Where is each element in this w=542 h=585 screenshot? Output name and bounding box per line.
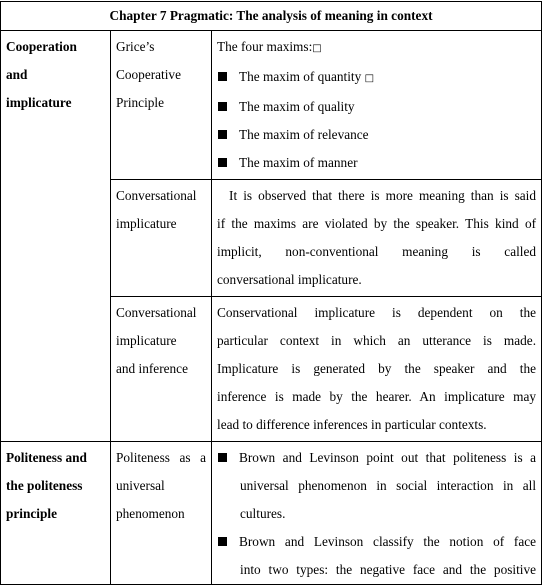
body-line: inference is made by the hearer. An implicature may (217, 389, 537, 404)
list-item-text: The maxim of manner (239, 155, 358, 170)
content-cell (212, 442, 542, 585)
body-line: particular context in which an utterance is made. (217, 333, 537, 348)
topic-line: the politeness (6, 478, 83, 493)
list-item-text: Brown and Levinson classify the notion of face (239, 534, 537, 549)
missing-glyph-icon: □ (312, 43, 322, 54)
content-cell (212, 297, 542, 442)
list-item-text: universal phenomenon in social interaction in all (240, 478, 537, 493)
missing-glyph-icon: □ (364, 73, 375, 84)
list-item-text: cultures. (240, 506, 286, 521)
subtopic-line: implicature (116, 333, 177, 348)
topic-line: and (6, 67, 28, 82)
list-item-text: The maxim of relevance (239, 127, 369, 142)
maxims-intro (217, 33, 536, 63)
chapter-summary-table (0, 1, 542, 585)
table-title-row (1, 2, 542, 31)
list-item-text: The maxim of quantity (239, 69, 362, 84)
list-item (217, 93, 536, 121)
subtopic-line: Conversational (116, 188, 197, 203)
square-bullet-icon (218, 453, 227, 462)
content-cell (212, 31, 542, 180)
subtopic-cell (111, 297, 212, 442)
list-item-text: into two types: the negative face and the positive (240, 562, 537, 577)
table-row (1, 31, 542, 180)
topic-line: Politeness and (6, 450, 87, 465)
list-item-text: Brown and Levinson point out that politeness is a (239, 450, 537, 465)
topic-line: implicature (6, 95, 72, 110)
table-row (1, 442, 542, 585)
subtopic-line: and inference (116, 361, 188, 376)
body-line: lead to difference inferences in particular contexts. (217, 417, 487, 432)
subtopic-line: implicature (116, 216, 177, 231)
square-bullet-icon (218, 158, 227, 167)
subtopic-line: Conversational (116, 305, 197, 320)
list-item (217, 121, 536, 149)
subtopic-line: Politeness as a (116, 450, 206, 465)
subtopic-line: universal (116, 478, 165, 493)
body-line: conversational implicature. (217, 272, 362, 287)
subtopic-line: phenomenon (116, 506, 185, 521)
subtopic-line: Grice’s (116, 39, 155, 54)
list-item-text: The maxim of quality (239, 99, 355, 114)
subtopic-line: Principle (116, 95, 165, 110)
square-bullet-icon (218, 537, 227, 546)
topic-cell (1, 442, 111, 585)
square-bullet-icon (218, 130, 227, 139)
body-line: Conservational implicature is dependent on the (217, 305, 537, 320)
list-item (217, 444, 536, 472)
content-cell (212, 180, 542, 297)
subtopic-cell (111, 180, 212, 297)
maxims-intro-text: The four maxims: (217, 39, 313, 54)
body-line: implicit, non-conventional meaning is called (217, 244, 537, 259)
subtopic-cell (111, 442, 212, 585)
square-bullet-icon (218, 102, 227, 111)
list-item (217, 149, 536, 177)
list-item (217, 63, 536, 93)
subtopic-cell (111, 31, 212, 180)
table-title: Chapter 7 Pragmatic: The analysis of meaning in context (1, 2, 542, 31)
square-bullet-icon (218, 72, 227, 81)
topic-line: principle (6, 506, 57, 521)
body-line: It is observed that there is more meaning than is said (217, 188, 537, 203)
topic-line: Cooperation (6, 39, 77, 54)
topic-cell (1, 31, 111, 442)
body-line: Implicature is generated by the speaker and the (217, 361, 537, 376)
body-line: if the maxims are violated by the speaker. This kind of (217, 216, 537, 231)
list-item (217, 528, 536, 556)
subtopic-line: Cooperative (116, 67, 181, 82)
